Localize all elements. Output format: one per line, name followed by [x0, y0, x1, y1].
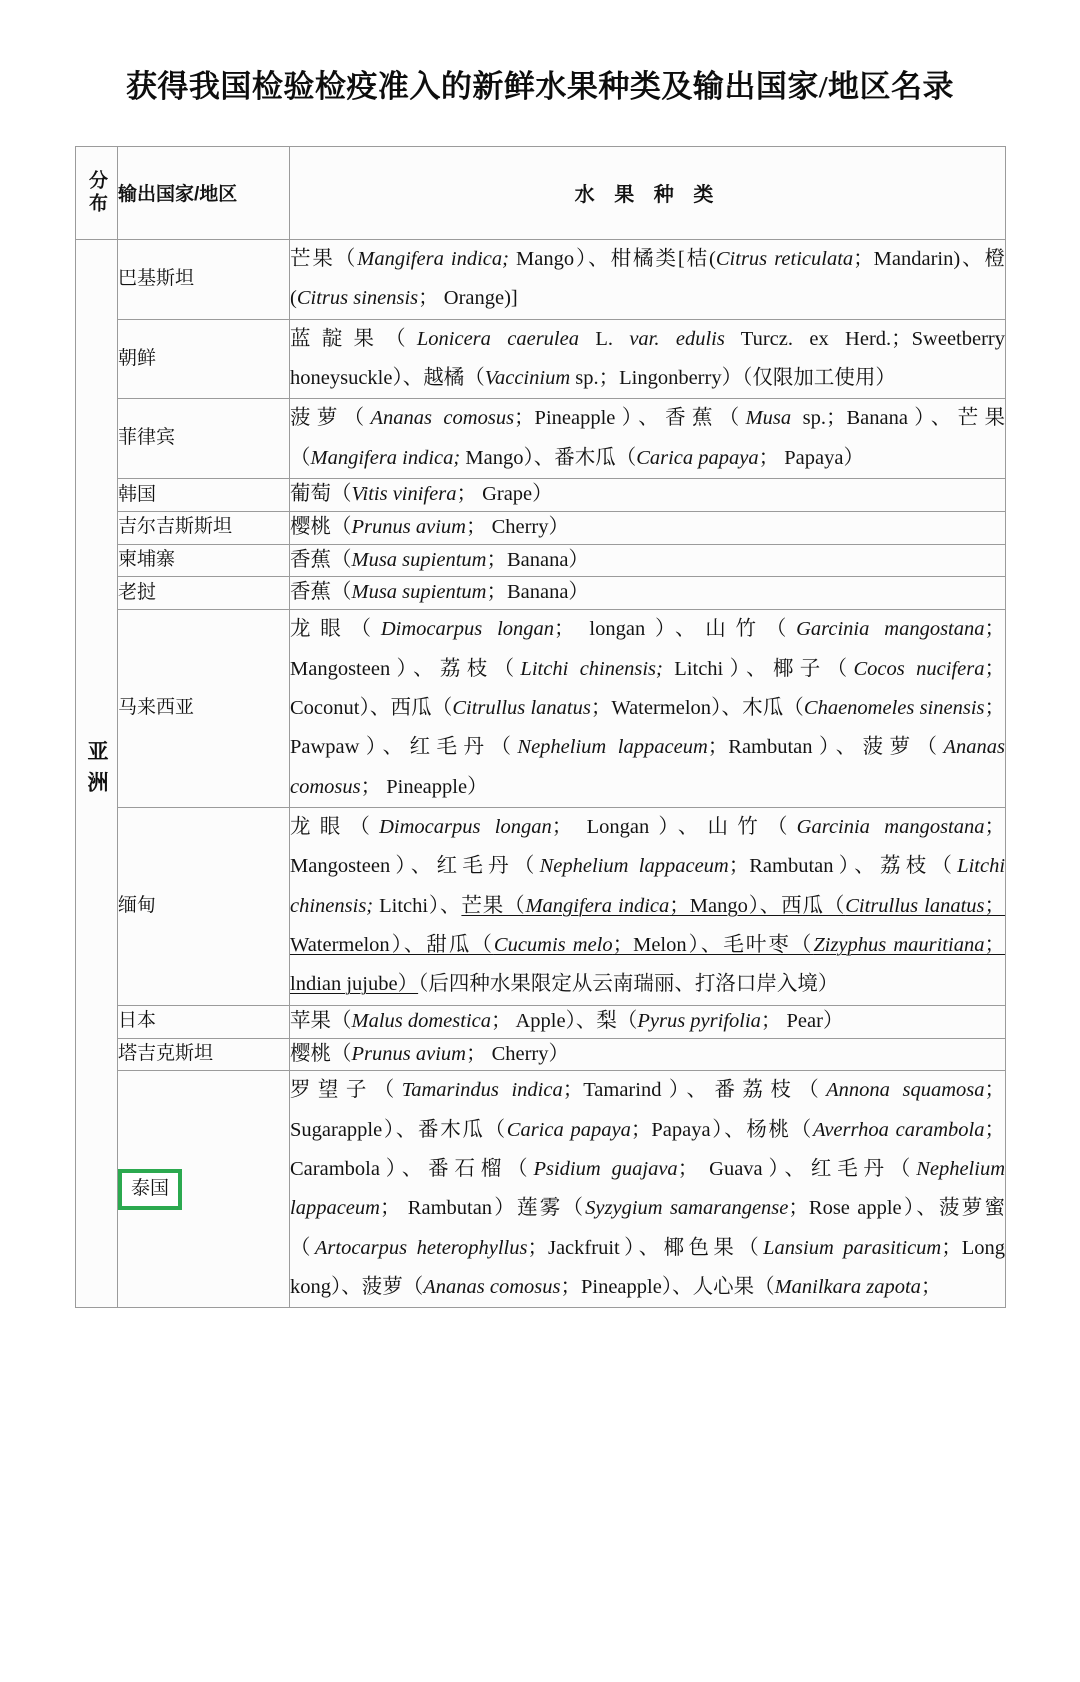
- column-header-fruit: 水 果 种 类: [290, 146, 1006, 239]
- fruit-cell: 香蕉（Musa supientum；Banana）: [290, 577, 1006, 610]
- scientific-name: Prunus avium: [351, 1042, 466, 1065]
- scientific-name: Nephelium lappaceum: [517, 736, 708, 759]
- scientific-name: Dimocarpus longan: [380, 618, 555, 641]
- fruit-cell: 樱桃（Prunus avium； Cherry）: [290, 511, 1006, 544]
- region-label: 亚洲: [85, 739, 108, 802]
- scientific-name: Vaccinium: [484, 367, 571, 390]
- scientific-name: Musa: [745, 407, 792, 430]
- scientific-name: Citrullus lanatus: [845, 894, 985, 917]
- scientific-name: Chaenomeles sinensis: [803, 696, 985, 719]
- scientific-name: Ananas comosus: [290, 736, 1006, 798]
- scientific-name: Dimocarpus longan: [379, 815, 552, 838]
- country-cell: 吉尔吉斯斯坦: [118, 511, 290, 544]
- country-cell-highlighted: [118, 1071, 290, 1308]
- scientific-name: Litchi chinensis;: [290, 855, 1006, 917]
- fruit-cell: 龙眼（Dimocarpus longan； Longan）、山竹（Garcinia mangostana；Mangosteen）、红毛丹（Nephelium lappaceum；Rambutan）、荔枝（Litchi chinensis; Litchi）、芒果（Mangifera indica；Mango）、西瓜（Citrullus lanatus；Watermelon）、甜瓜（Cucumis melo；Melon）、毛叶枣（Zizyphus mauritiana；lndian jujube）（后四种水果限定从云南瑞丽、打洛口岸入境）: [290, 807, 1006, 1005]
- table-row: [76, 1038, 1006, 1071]
- scientific-name: Nephelium lappaceum: [290, 1158, 1006, 1220]
- scientific-name: Garcinia mangostana: [796, 815, 985, 838]
- scientific-name: Vitis vinifera: [351, 483, 457, 506]
- country-cell: 朝鲜: [118, 319, 290, 399]
- column-header-country: 输出国家/地区: [118, 146, 290, 239]
- scientific-name: Carica papaya: [636, 446, 759, 469]
- country-cell: 巴基斯坦: [118, 239, 290, 319]
- scientific-name: Malus domestica: [351, 1009, 491, 1032]
- country-cell: 日本: [118, 1005, 290, 1038]
- country-cell: 老挝: [118, 577, 290, 610]
- scientific-name: Ananas comosus: [423, 1276, 561, 1299]
- country-cell: 塔吉克斯坦: [118, 1038, 290, 1071]
- scientific-name: Cocos nucifera: [853, 657, 985, 680]
- table-row: [76, 511, 1006, 544]
- table-row: [76, 239, 1006, 319]
- table-row: [76, 807, 1006, 1005]
- scientific-name: Carica papaya: [506, 1118, 631, 1141]
- fruit-cell: 龙眼（Dimocarpus longan； longan）、山竹（Garcinia mangostana；Mangosteen）、荔枝（Litchi chinensis; Litchi）、椰子（Cocos nucifera；Coconut）、西瓜（Citrullus lanatus；Watermelon）、木瓜（Chaenomeles sinensis；Pawpaw）、红毛丹（Nephelium lappaceum；Rambutan）、菠萝（Ananas comosus； Pineapple）: [290, 610, 1006, 808]
- scientific-name: Mangifera indica;: [357, 247, 509, 270]
- column-header-region-label: 分布: [86, 169, 107, 216]
- scientific-name: Lonicera caerulea: [416, 327, 579, 350]
- scientific-name: Citrullus lanatus: [452, 696, 591, 719]
- table-row: [76, 319, 1006, 399]
- country-cell: 韩国: [118, 479, 290, 512]
- scientific-name: Mangifera indica: [525, 894, 670, 917]
- scientific-name: Zizyphus mauritiana: [813, 934, 985, 957]
- region-cell-asia: [76, 239, 118, 1308]
- table-row: [76, 399, 1006, 479]
- scientific-name: Syzygium samarangense: [585, 1197, 789, 1220]
- country-cell: 缅甸: [118, 807, 290, 1005]
- scientific-name: Musa supientum: [351, 581, 487, 604]
- scientific-name: Cucumis melo: [493, 934, 613, 957]
- country-cell: 柬埔寨: [118, 544, 290, 577]
- scientific-name: Citrus sinensis: [296, 287, 419, 310]
- table-row: [76, 610, 1006, 808]
- scientific-name: Musa supientum: [351, 548, 487, 571]
- fruit-cell: 苹果（Malus domestica； Apple）、梨（Pyrus pyrifolia； Pear）: [290, 1005, 1006, 1038]
- underlined-fruit-note: 芒果（Mangifera indica；Mango）、西瓜（Citrullus lanatus；Watermelon）、甜瓜（Cucumis melo；Melon）、毛叶枣（Zizyphus mauritiana；lndian jujube）: [290, 894, 1006, 996]
- scientific-name: Garcinia mangostana: [796, 618, 985, 641]
- fruit-cell: 蓝靛果（Lonicera caerulea L. var. edulis Turcz. ex Herd.；Sweetberry honeysuckle）、越橘（Vaccinium sp.；Lingonberry）（仅限加工使用）: [290, 319, 1006, 399]
- scientific-name: Lansium parasiticum: [763, 1236, 942, 1259]
- scientific-name: Averrhoa carambola: [812, 1118, 985, 1141]
- scientific-name: Nephelium lappaceum: [539, 855, 729, 878]
- document-page: [0, 21, 1080, 1682]
- page-title: 获得我国检验检疫准入的新鲜水果种类及输出国家/地区名录: [125, 68, 955, 104]
- table-row: [76, 544, 1006, 577]
- fruit-cell: 罗望子（Tamarindus indica；Tamarind）、番荔枝（Annona squamosa；Sugarapple）、番木瓜（Carica papaya；Papaya）、杨桃（Averrhoa carambola；Carambola）、番石榴（Psidium guajava； Guava）、红毛丹（Nephelium lappaceum； Rambutan）莲雾（Syzygium samarangense；Rose apple）、菠萝蜜（Artocarpus heterophyllus；Jackfruit）、椰色果（Lansium parasiticum；Long kong）、菠萝（Ananas comosus；Pineapple）、人心果（Manilkara zapota；: [290, 1071, 1006, 1308]
- fruit-cell: 葡萄（Vitis vinifera； Grape）: [290, 479, 1006, 512]
- table-header-row: [76, 146, 1006, 239]
- column-header-region: [76, 146, 118, 239]
- scientific-name: Annona squamosa: [826, 1079, 985, 1102]
- fruit-cell: 樱桃（Prunus avium； Cherry）: [290, 1038, 1006, 1071]
- fruit-cell: 芒果（Mangifera indica; Mango）、柑橘类[桔(Citrus reticulata；Mandarin)、橙(Citrus sinensis； Orange)]: [290, 239, 1006, 319]
- scientific-name: Prunus avium: [351, 515, 466, 538]
- table-row: [76, 1005, 1006, 1038]
- fruit-cell: 菠萝（Ananas comosus；Pineapple）、香蕉（Musa sp.；Banana）、芒果（Mangifera indica; Mango）、番木瓜（Carica papaya； Papaya）: [290, 399, 1006, 479]
- country-cell: 菲律宾: [118, 399, 290, 479]
- scientific-name: var. edulis: [629, 327, 725, 350]
- scientific-name: Manilkara zapota: [774, 1276, 921, 1299]
- highlight-box-thailand: 泰国: [118, 1169, 182, 1210]
- table-row-highlighted: [76, 1071, 1006, 1308]
- scientific-name: Litchi chinensis;: [520, 657, 663, 680]
- table-row: [76, 479, 1006, 512]
- fruit-admission-table: [75, 146, 1006, 1309]
- table-row: [76, 577, 1006, 610]
- country-cell: 马来西亚: [118, 610, 290, 808]
- fruit-table-container: [75, 146, 1005, 1309]
- scientific-name: Pyrus pyrifolia: [637, 1009, 761, 1032]
- scientific-name: Artocarpus heterophyllus: [314, 1236, 528, 1259]
- fruit-cell: 香蕉（Musa supientum；Banana）: [290, 544, 1006, 577]
- scientific-name: Citrus reticulata: [715, 247, 854, 270]
- scientific-name: Tamarindus indica: [401, 1079, 563, 1102]
- scientific-name: Ananas comosus: [370, 407, 515, 430]
- scientific-name: Psidium guajava: [533, 1158, 678, 1181]
- scientific-name: Mangifera indica;: [310, 446, 461, 469]
